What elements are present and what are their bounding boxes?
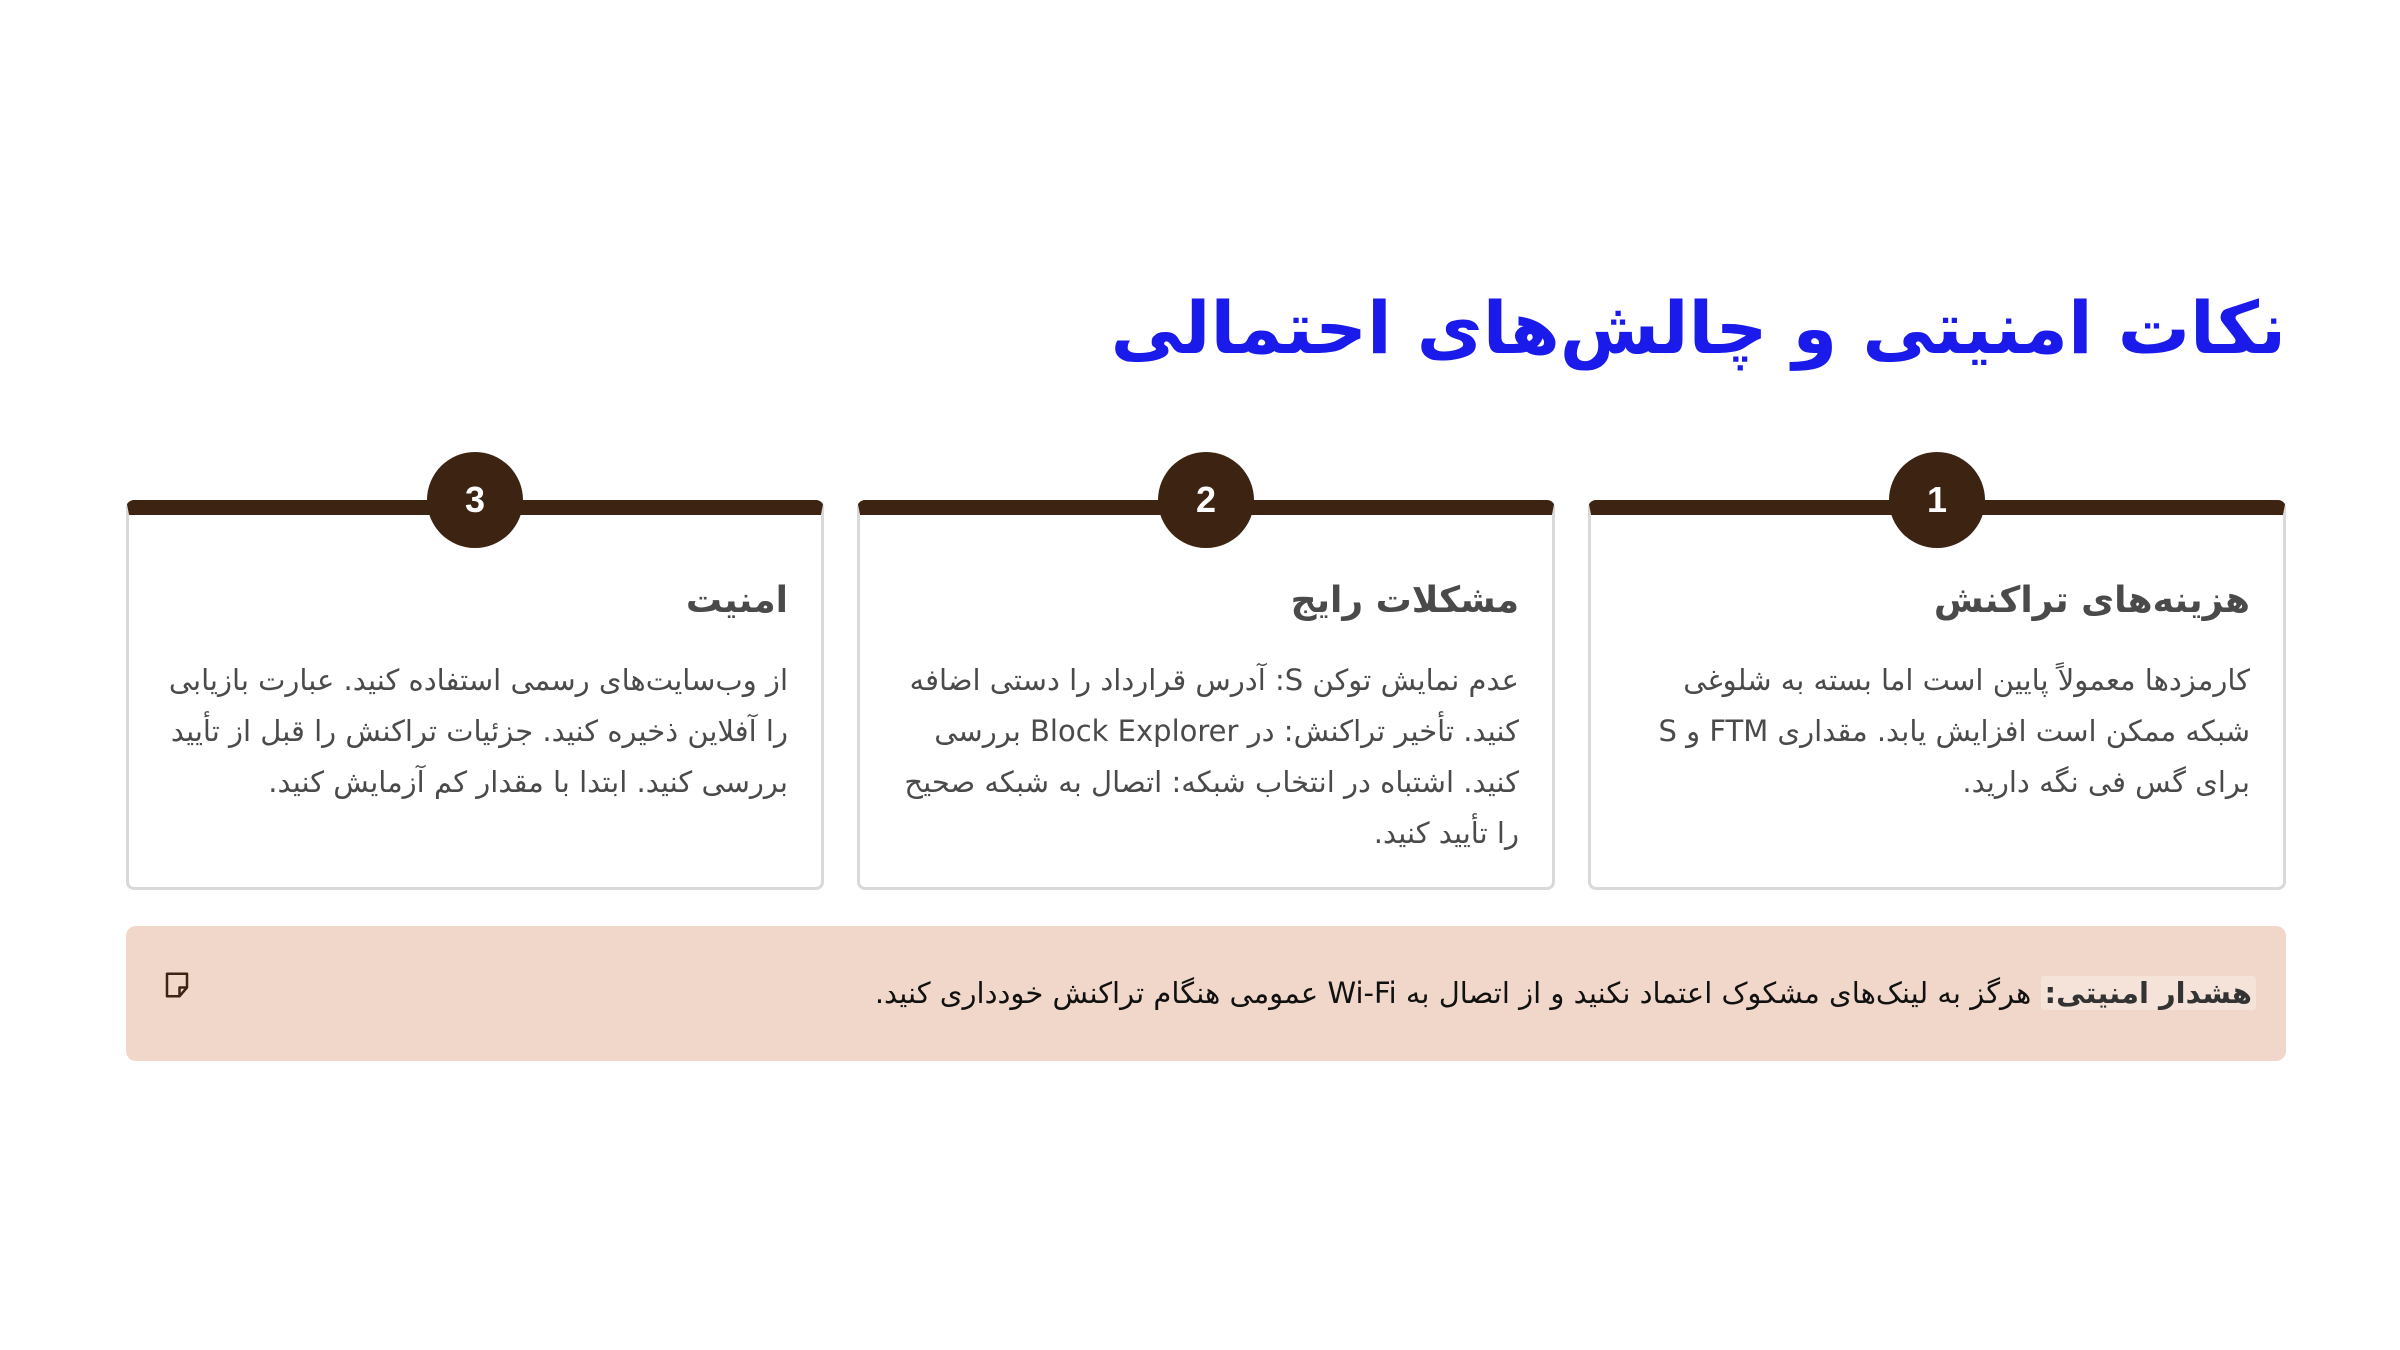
security-warning-banner: [126, 926, 2286, 1061]
step-badge: 1: [1889, 452, 1985, 548]
cards-row: [126, 479, 2286, 890]
sticky-note-icon: [162, 970, 192, 1000]
warning-label: هشدار امنیتی:: [2041, 976, 2256, 1010]
card-title: هزینه‌های تراکنش: [1933, 580, 2250, 621]
page-title: نکات امنیتی و چالش‌های احتمالی: [1110, 286, 2286, 370]
warning-text: هرگز به لینک‌های مشکوک اعتماد نکنید و از اتصال به Wi-Fi عمومی هنگام تراکنش خودداری کنید.: [874, 976, 2041, 1010]
card-transaction-fees: [1588, 479, 2286, 890]
slide: [126, 0, 2286, 1350]
card-text: از وب‌سایت‌های رسمی استفاده کنید. عبارت بازیابی را آفلاین ذخیره کنید. جزئیات تراکنش را قبل از تأیید بررسی کنید. ابتدا با مقدار کم آزمایش کنید.: [168, 663, 788, 799]
card-text: کارمزدها معمولاً پایین است اما بسته به شلوغی شبکه ممکن است افزایش یابد. مقداری FTM و S برای گس فی نگه دارید.: [1658, 663, 2250, 799]
card-title: امنیت: [685, 580, 788, 621]
card-security: [126, 479, 824, 890]
step-badge: 2: [1158, 452, 1254, 548]
warning-message: [875, 968, 2256, 1018]
card-text: عدم نمایش توکن S: آدرس قرارداد را دستی اضافه کنید. تأخیر تراکنش: در Block Explorer بررسی کنید. اشتباه در انتخاب شبکه: اتصال به شبکه صحیح را تأیید کنید.: [904, 663, 1519, 850]
card-title: مشکلات رایج: [1290, 580, 1519, 621]
step-badge: 3: [427, 452, 523, 548]
card-common-issues: [857, 479, 1555, 890]
